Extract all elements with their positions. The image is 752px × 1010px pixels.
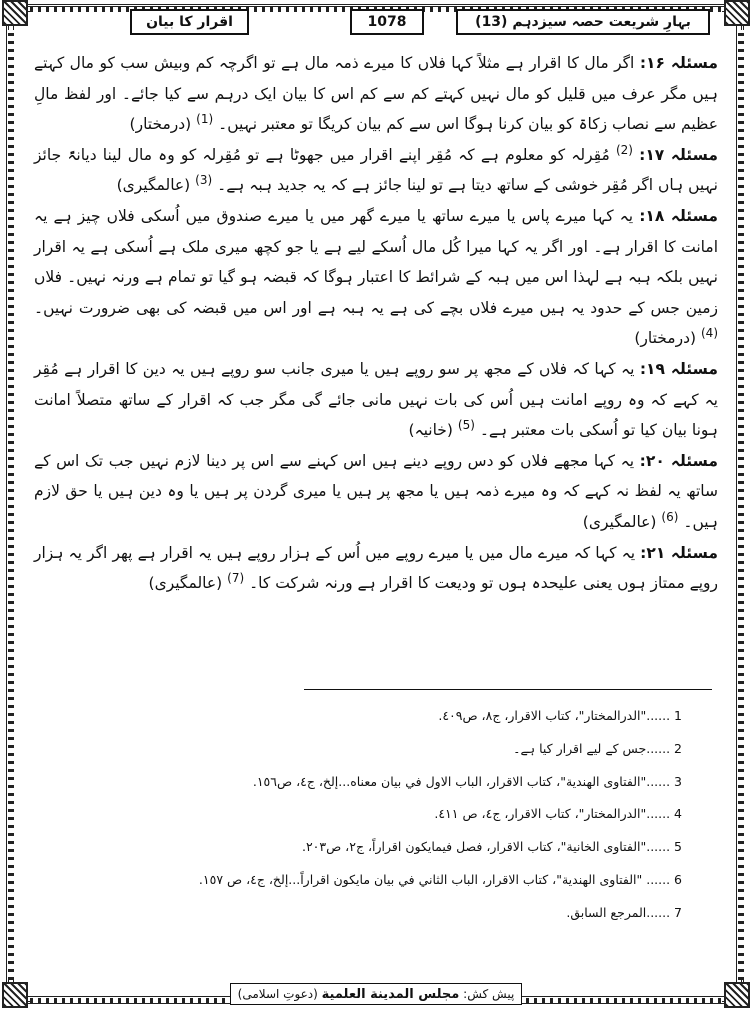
border-ornament-left	[8, 30, 14, 980]
footnote: 5 ......"الفتاوى الخانية"، كتاب الاقرار، فصل فيمايكون اقراراً، ج٢، ص٢٠٣.	[301, 839, 682, 855]
masala-text: مُقِرلہ کو معلوم ہے کہ مُقِر اپنے اقرار میں جھوٹا ہے تو مُقِرلہ کو وہ مال لینا دیانۃً جائز نہیں ہاں اگر مُقِر خوشی کے ساتھ دیتا ہے تو لینا جائز ہے کہ یہ جدید ہبہ ہے۔	[34, 145, 718, 195]
corner-ornament	[2, 0, 28, 26]
masala-18	[34, 201, 718, 354]
footnote: 3 ......"الفتاوى الهندية"، كتاب الاقرار، الباب الاول في بيان معناه...إلخ، ج٤، ص١٥٦.	[252, 773, 682, 789]
masala-text: یہ کہا مجھے فلاں کو دس روپے دینے ہیں اس کہنے سے اس پر دینا لازم نہیں جب تک اس کے ساتھ یہ لفظ نہ کہے کہ وہ میرے ذمہ ہیں یا مجھ پر ہیں یا میری گردن پر ہیں یا وہ دین ہیں یا حق لازم ہیں۔	[34, 451, 718, 531]
border-ornament-right	[738, 30, 744, 980]
source-citation: (درمختار)	[129, 115, 192, 134]
publisher-org: (دعوتِ اسلامی)	[237, 987, 318, 1001]
footer-prefix: پیش کش:	[463, 987, 515, 1001]
masala-label: مسئلہ ۱۷:	[639, 145, 718, 164]
running-header	[96, 9, 696, 33]
masala-label: مسئلہ ۲۱:	[640, 543, 718, 562]
footnote: 1 ......"الدرالمختار"، كتاب الاقرار، ج٨، ص٤٠٩.	[438, 708, 682, 723]
footnote-ref: (6)	[661, 509, 679, 524]
source-citation: (خانیہ)	[408, 421, 453, 440]
footnote-separator	[304, 689, 712, 690]
masala-20	[34, 446, 718, 538]
masala-text: یہ کہا کہ فلاں کے مجھ پر سو روپے ہیں یا میری جانب سو روپے ہیں یہ دین کا اقرار ہے مُقِر یہ کہے کہ وہ روپے امانت ہیں اُس کی بات نہیں مانی جائے گی مگر جب کہ اقرار کے ساتھ متصلاً امانت ہونا بیان کیا تو اُسکی بات معتبر ہے۔	[34, 359, 718, 440]
source-citation: (درمختار)	[634, 329, 697, 348]
corner-ornament	[2, 982, 28, 1008]
footnotes	[102, 700, 682, 930]
masala-label: مسئلہ ۱۶:	[639, 54, 718, 72]
corner-ornament	[724, 982, 750, 1008]
masala-16	[34, 48, 718, 140]
footnote-ref: (2)	[615, 142, 633, 157]
masala-text: یہ کہا کہ میرے مال میں یا میرے روپے میں اُس کے ہزار روپے ہیں یہ اقرار ہے پھر اگر یہ ہزار روپے ممتاز ہوں یعنی علیحدہ ہوں تو ودیعت کا اقرار ہے ورنہ شرکت کا۔	[34, 543, 718, 593]
source-citation: (عالمگیری)	[148, 574, 223, 593]
footnote-ref: (4)	[700, 326, 718, 341]
masala-19	[34, 354, 718, 446]
masala-text: یہ کہا میرے پاس یا میرے ساتھ یا میرے گھر میں یا میرے صندوق میں اُسکی فلاں چیز ہے یہ امانت کا اقرار ہے۔ اور اگر یہ کہا میرا کُل مال اُسکے لیے ہے یا جو کچھ میری ملک ہے اُسکی ہے یہ اقرار نہیں بلکہ ہبہ ہے لہذا اس میں ہبہ کے شرائط کا اعتبار ہوگا کہ قبضہ ہو گیا تو تمام ہے ورنہ نہیں۔ فلاں زمین جس کے حدود یہ ہیں میرے فلاں بچے کی ہے یہ ہبہ ہے اور اس میں قبضہ کی بھی ضرورت نہیں۔	[34, 206, 718, 317]
masala-label: مسئلہ ۱۹:	[639, 359, 718, 378]
publisher-name: مجلس المدينة العلمية	[321, 987, 460, 1002]
source-citation: (عالمگیری)	[116, 176, 191, 195]
footnote: 6 ...... "الفتاوى الهندية"، كتاب الاقرار، الباب الثاني في بيان مايكون اقراراً...إلخ، ج٤، ص ١٥٧.	[198, 871, 682, 887]
masala-label: مسئلہ ۲۰:	[639, 451, 718, 470]
masala-21	[34, 538, 718, 599]
footnote: 7 ......المرجع السابق.	[566, 904, 682, 920]
masala-label: مسئلہ ۱۸:	[639, 206, 718, 225]
chapter-title: اقرار کا بیان	[130, 9, 249, 35]
main-text	[34, 48, 718, 599]
source-citation: (عالمگیری)	[582, 512, 657, 531]
masala-17	[34, 140, 718, 201]
page-number: 1078	[350, 9, 424, 35]
footnote-ref: (1)	[196, 112, 214, 127]
masala-text: اگر مال کا اقرار ہے مثلاً کہا فلاں کا میرے ذمہ مال ہے تو اگرچہ کم وبیش سب کو مال کہتے ہیں مگر عرف میں قلیل کو مال نہیں کہتے کم سے کم اس کا بیان ایک درہم سے کیا جائے۔ اور لفظ مالِ عظیم سے نصاب زکاۃ کو بیان کرنا ہوگا اس سے کم بیان کریگا تو معتبر نہیں۔	[34, 54, 718, 134]
book-title: بہارِ شریعت حصہ سیزدہم (13)	[456, 9, 710, 35]
footnote-ref: (7)	[227, 570, 245, 585]
publisher-footer	[230, 983, 522, 1005]
footnote: 4 ......"الدرالمختار"، كتاب الاقرار، ج٤، ص ٤١١.	[434, 806, 682, 822]
footnote: 2 ......جس کے لیے اقرار کیا ہے۔	[513, 740, 682, 756]
footnote-ref: (5)	[457, 417, 475, 432]
corner-ornament	[724, 0, 750, 26]
footnote-ref: (3)	[195, 173, 213, 188]
